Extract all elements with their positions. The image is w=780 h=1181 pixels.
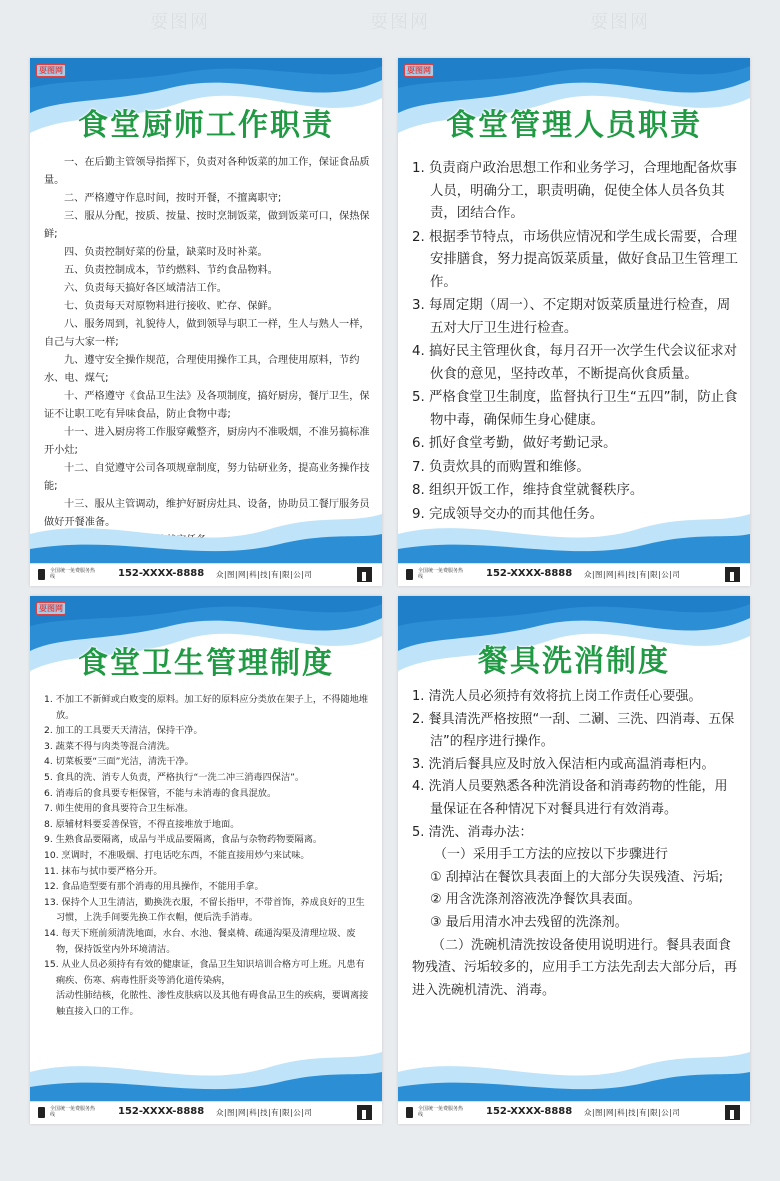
phone-number: 152-XXXX-8888: [486, 1106, 573, 1117]
list-item: 10. 烹调时，不准吸烟、打电话吃东西，不能直接用炒勺来试味。: [44, 849, 310, 861]
hotline-label: 全国统一免费服务热线: [418, 568, 464, 580]
list-item: 5. 食具的洗、消专人负责，严格执行“一洗二冲三消毒四保洁”。: [44, 771, 305, 783]
list-item: 3. 每周定期（周一）、不定期对饭菜质量进行检查，周五对大厅卫生进行检查。: [412, 298, 731, 336]
list-item: 七、负责每天对原物料进行接收、贮存、保鲜。: [64, 301, 278, 312]
list-item: 1. 清洗人员必须持有效将抗上岗工作责任心要强。: [412, 689, 702, 704]
list-item: 九、遵守安全操作规范，合理使用操作工具，合理使用原料，节约水、电、煤气;: [44, 355, 360, 384]
hotline-label: 全国统一免费服务热线: [418, 1106, 464, 1118]
list-item: 3. 洗消后餐具应及时放入保洁柜内或高温消毒柜内。: [412, 756, 715, 772]
qr-code-icon: [357, 1105, 372, 1120]
list-item: ② 用含洗涤剂溶液洗净餐饮具表面。: [430, 892, 641, 908]
list-item: 7. 负责炊具的而购置和维修。: [412, 459, 590, 475]
footer-wave: [398, 1032, 750, 1102]
list-item: 三、服从分配，按质、按量、按时烹制饭菜，做到饭菜可口，保热保鲜;: [44, 211, 370, 240]
phone-icon: [38, 1107, 45, 1118]
list-item: 1. 负责商户政治思想工作和业务学习，合理地配备炊事人员，明确分工，职责明确，促使全体人员各负其责，团结合作。: [412, 161, 738, 221]
list-item: 活动性肺结核，化脓性、渗性皮肤病以及其他有碍食品卫生的疾病，要调离接触直接入口的工作。: [56, 990, 369, 1017]
list-item: 1. 不加工不新鲜或白败变的原料。加工好的原料应分类放在架子上，不得随地堆放。: [44, 694, 369, 721]
list-item: 15. 从业人员必须持有有效的健康证，食品卫生知识培训合格方可上班。凡患有痢疾、伤寒、病毒性肝炎等消化道传染病，: [44, 959, 365, 986]
phone-number: 152-XXXX-8888: [118, 568, 205, 579]
list-item: 2. 加工的工具要天天清洁，保持干净。: [44, 725, 203, 737]
qr-code-icon: [725, 1105, 740, 1120]
list-item: ③ 最后用清水冲去残留的洗涤剂。: [430, 914, 628, 930]
list-item: 9. 生熟食品要隔离，成品与半成品要隔离，食品与杂物药物要隔离。: [44, 834, 323, 846]
list-item: 二、严格遵守作息时间，按时开餐，不擅离职守;: [64, 193, 282, 204]
brand-logo: 耍图网: [36, 64, 66, 77]
list-item: 6. 抓好食堂考勤，做好考勤记录。: [412, 436, 617, 451]
company-name: 众|图|网|科|技|有|限|公|司: [584, 1108, 681, 1117]
list-item: 11. 抹布与拭巾要严格分开。: [44, 865, 163, 877]
list-item: （一）采用手工方法的应按以下步骤进行: [434, 847, 669, 863]
duty-list: [44, 154, 370, 550]
list-item: 7. 师生使用的食具要符合卫生标准。: [44, 803, 194, 815]
list-item: 四、负责控制好菜的份量，缺菜时及时补菜。: [64, 247, 268, 258]
poster-footer: [30, 563, 382, 586]
phone-icon: [38, 569, 45, 580]
rule-list: [44, 692, 370, 1019]
list-item: 4. 切菜板要“三面”光洁，清洗干净。: [44, 756, 194, 768]
poster-title: 食堂卫生管理制度: [78, 646, 334, 681]
watermark: 耍图网: [370, 12, 430, 33]
list-item: 一、在后勤主管领导指挥下，负责对各种饭菜的加工作，保证食品质量。: [44, 157, 370, 186]
brand-logo: 耍图网: [404, 64, 434, 77]
list-item: 六、负责每天搞好各区域清洁工作。: [64, 283, 227, 294]
poster-title: 食堂管理人员职责: [446, 108, 702, 143]
list-item: 十、严格遵守《食品卫生法》及各项制度，搞好厨房，餐厅卫生，保证不让职工吃有异味食品，防止食物中毒;: [44, 391, 370, 420]
list-item: 9. 完成领导交办的而其他任务。: [412, 506, 604, 522]
phone-icon: [406, 1107, 413, 1118]
list-item: 8. 组织开饭工作，维持食堂就餐秩序。: [412, 483, 644, 498]
list-item: 13. 保持个人卫生清洁，勤换洗衣服，不留长指甲，不带首饰，养成良好的卫生习惯，上洗手间要先换工作衣帽，便后洗手消毒。: [44, 896, 365, 924]
poster-footer: [398, 1101, 750, 1124]
list-item: 五、负责控制成本，节约燃料、节约食品物料。: [64, 265, 278, 276]
poster-footer: [398, 563, 750, 586]
poster-chef-duties: [30, 58, 382, 586]
hotline-label: 全国统一免费服务热线: [50, 568, 96, 580]
list-item: 4. 搞好民主管理伙食，每月召开一次学生代会议征求对伙食的意见，坚持改革，不断提高伙食质量。: [412, 344, 738, 382]
phone-icon: [406, 569, 413, 580]
list-item: 十一、进入厨房将工作服穿戴整齐，厨房内不准吸烟，不准另搞标准开小灶;: [44, 427, 370, 456]
list-item: 十三、服从主管调动，维护好厨房灶具、设备，协助员工餐厅服务员做好开餐准备。: [44, 499, 370, 528]
poster-title: 餐具洗消制度: [478, 644, 670, 679]
list-item: 5. 清洗、消毒办法：: [412, 824, 533, 840]
list-item: 6. 消毒后的食具要专柜保管，不能与未消毒的食具混放。: [44, 787, 277, 799]
list-item: ① 刮掉沾在餐饮具表面上的大部分失误残渣、污垢;: [430, 869, 724, 885]
list-item: 5. 严格食堂卫生制度，监督执行卫生“五四”制，防止食物中毒，确保师生身心健康。: [412, 390, 738, 428]
qr-code-icon: [725, 567, 740, 582]
phone-number: 152-XXXX-8888: [118, 1106, 205, 1117]
duty-list: [412, 158, 738, 527]
brand-logo: 耍图网: [36, 602, 66, 615]
list-item: 2. 根据季节特点，市场供应情况和学生成长需要，合理安排膳食，努力提高饭菜质量，做好食品卫生管理工作。: [412, 229, 738, 290]
list-item: 八、服务周到，礼貌待人，做到领导与职工一样，生人与熟人一样，自己与大家一样;: [44, 319, 370, 348]
company-name: 众|图|网|科|技|有|限|公|司: [216, 1108, 313, 1117]
qr-code-icon: [357, 567, 372, 582]
watermark: 耍图网: [590, 12, 650, 33]
poster-hygiene-rules: [30, 596, 382, 1124]
poster-tableware-rules: [398, 596, 750, 1124]
list-item: （二）洗碗机清洗按设备使用说明进行。餐具表面食物残渣、污垢较多的，应用手工方法先刮去大部分后，再进入洗碗机清洗、消毒。: [412, 937, 738, 998]
list-item: 4. 洗消人员要熟悉各种洗消设备和消毒药物的性能，用量保证在各种情况下对餐具进行有效消毒。: [412, 779, 728, 817]
list-item: 12. 食品造型要有那个消毒的用具操作，不能用手拿。: [44, 881, 264, 893]
company-name: 众|图|网|科|技|有|限|公|司: [584, 570, 681, 579]
list-item: 十二、自觉遵守公司各项规章制度，努力钻研业务，提高业务操作技能;: [44, 463, 370, 492]
hotline-label: 全国统一免费服务热线: [50, 1106, 96, 1118]
list-item: 8. 原辅材料要妥善保管，不得直接堆放于地面。: [44, 818, 240, 830]
list-item: 2. 餐具清洗严格按照“一刮、二涮、三洗、四消毒、五保洁”的程序进行操作。: [412, 711, 735, 750]
poster-manager-duties: [398, 58, 750, 586]
footer-wave: [30, 494, 382, 564]
footer-wave: [30, 1032, 382, 1102]
list-item: 14. 每天下班前须清洗地面，水台、水池、餐桌椅、疏通沟渠及清理垃圾、废物，保持饭堂内外环境清洁。: [44, 927, 356, 955]
poster-footer: [30, 1101, 382, 1124]
footer-wave: [398, 494, 750, 564]
phone-number: 152-XXXX-8888: [486, 568, 573, 579]
watermark: 耍图网: [150, 12, 210, 33]
rule-list: [412, 686, 738, 1002]
poster-title: 食堂厨师工作职责: [78, 108, 334, 143]
company-name: 众|图|网|科|技|有|限|公|司: [216, 570, 313, 579]
list-item: 3. 蔬菜不得与肉类等混合清洗。: [44, 740, 176, 752]
